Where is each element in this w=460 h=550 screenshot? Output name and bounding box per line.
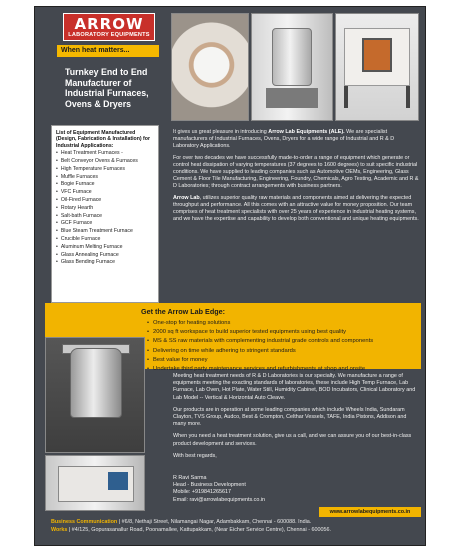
intro-paragraph-2: For over two decades we have successfully made-to-order a range of equipment which generate or control heat dissipation of varying temperatures (37 degrees to 1600 degrees) to suit specific industrial conditions. We have supplied to leading companies such as Automotive OEMs, Engineering, Glass Cement & Floor Tile Manufacturing, Engineering, Foundry, Chemicals, Agro Testing, Academic and R & D Laboratories; through contract arrangements with business partners.: [173, 154, 419, 190]
footer-works-label: Works: [51, 526, 68, 533]
intro-p1-company: Arrow Lab Equipments (ALE).: [268, 129, 345, 135]
signature-mobile: Mobile: +919841265617: [173, 489, 231, 496]
autoclave-photo: [45, 337, 145, 453]
equipment-list-title: List of Equipment Manufactured (Design, Fabrication & Installation) for Industrial Applications:: [56, 130, 150, 149]
list-item: • Oil-Fired Furnace: [56, 197, 154, 205]
edge-item: • MS & SS raw materials with complementing industrial grade controls and components: [147, 337, 419, 346]
list-item: • Salt-bath Furnace: [56, 213, 154, 221]
steel-tank-photo: [251, 13, 333, 121]
edge-item: • One-stop for heating solutions: [147, 319, 419, 328]
furnace-cabinet-photo: [335, 13, 419, 121]
arrow-logo: [63, 13, 155, 41]
footer-business-label: Business Communication: [51, 519, 118, 525]
headline: Turnkey End to End Manufacturer of Industrial Furnaces, Ovens & Dryers: [65, 67, 149, 109]
signature-role: Head - Business Development: [173, 482, 246, 489]
edge-item: • 2000 sq ft workspace to build superior tested equipments using best quality: [147, 328, 419, 337]
list-item: • Belt Conveyor Ovens & Furnaces: [56, 158, 154, 166]
equipment-list-panel: [51, 125, 159, 303]
list-item: • Aluminum Melting Furnace: [56, 244, 154, 252]
lab-furnace-photo: [45, 455, 145, 511]
intro-text: [173, 129, 421, 227]
letter-paragraph-4: With best regards,: [173, 452, 217, 459]
list-item: • Muffle Furnaces: [56, 174, 154, 182]
tank-base-shape: [266, 88, 318, 108]
autoclave-vessel-shape: [70, 348, 122, 418]
cabinet-legs-shape: [344, 86, 410, 108]
list-item: • Bogie Furnace: [56, 181, 154, 189]
edge-item: • Delivering on time while adhering to stringent standards: [147, 347, 419, 356]
intro-p1-end: We are specialist manufacturers of Industrial Furnaces, Ovens, Dryers for a wide range of Industrial and R & D Laboratory Applications.: [173, 129, 395, 150]
edge-list: [147, 319, 419, 374]
list-item: • Crucible Furnace: [56, 236, 154, 244]
footer-works-line: [51, 527, 421, 535]
flyer: [34, 6, 426, 546]
list-item: • Glass Annealing Furnace: [56, 252, 154, 260]
letter-paragraph-1: Meeting heat treatment needs of R & D Laboratories is our specialty. We manufacture a range of equipments meeting the exacting standards of laboratories, these include High Temp Furnace, Lab Furnace, Lab Oven, Hot Plate, Water Still, Humidity Cabinet, BOD Incubators, Clinical Laboratory and Lab Model -- Vertical & Horizontal Auto Cleave.: [173, 373, 416, 401]
intro-paragraph-1: [173, 129, 421, 151]
list-item: • GCF Furnace: [56, 220, 154, 228]
edge-title: Get the Arrow Lab Edge:: [141, 307, 225, 316]
list-item: • VFC Furnace: [56, 189, 154, 197]
tagline: When heat matters...: [57, 45, 159, 57]
intro-p3-company: Arrow Lab: [173, 194, 200, 201]
signature-block: [173, 475, 373, 504]
controller-panel-shape: [108, 472, 128, 490]
signature-email[interactable]: Email: ravi@arrowlabequipments.co.in: [173, 496, 266, 503]
footer-works-address: | #4/125, Gopurasanallur Road, Poonamallee, Kattupakkam, (Near Eicher Service Centre), Chennai - 600056.: [67, 526, 331, 533]
intro-p3-end: , utilizes superior quality raw materials and components aimed at delivering the expected throughput and performance. All this comes with an attractive value for money proposition. Our team comprises of heat treatment specialists with over 25 years of experience in industrial heating systems, and we have the expertise and capability to develop both conventional and unique heating equipments.: [173, 194, 419, 223]
letter-paragraph-2: Our products are in operation at some leading companies which include Wheels India, Sundaram Clayton, TVS Group, Audco, Best & Crompton, Celthar Vessels, TAFE, India Pistons, Addison and many more.: [173, 406, 407, 428]
list-item: • High Temperature Furnaces: [56, 166, 154, 174]
footer-business-address: | #6/8, Nethaji Street, Nilamangai Nagar, Adambakkam, Chennai - 600088. India.: [117, 519, 312, 525]
list-item: • Rotary Hearth: [56, 205, 154, 213]
footer: [51, 519, 421, 534]
edge-item: • Best value for money: [147, 356, 419, 365]
furnace-interior-photo: [171, 13, 249, 121]
footer-business-line: [51, 519, 421, 527]
list-item: • Blue Steam Treatment Furnace: [56, 228, 154, 236]
intro-paragraph-3: [173, 195, 421, 224]
tank-shape: [272, 28, 312, 86]
cabinet-door-shape: [362, 38, 392, 72]
intro-p1-start: It gives us great pleasure in introducing: [173, 129, 269, 135]
signature-name: R Ravi Sarma: [173, 475, 207, 481]
letter-paragraph-3: When you need a heat treatment solution, give us a call, and we can assure you of our best-in-class product development and services.: [173, 433, 412, 447]
letter-text: [173, 373, 421, 465]
website-link[interactable]: www.arrowlabequipments.co.in: [319, 507, 421, 517]
logo-main-text: ARROW: [74, 15, 144, 33]
edge-item: • Undertake third party maintenance services and refurbishments at shop and onsite: [147, 365, 419, 374]
list-item: • Heat Treatment Furnaces -: [56, 150, 154, 158]
list-item: • Glass Bending Furnace: [56, 259, 154, 267]
logo-sub-text: LABORATORY EQUIPMENTS: [68, 32, 150, 38]
